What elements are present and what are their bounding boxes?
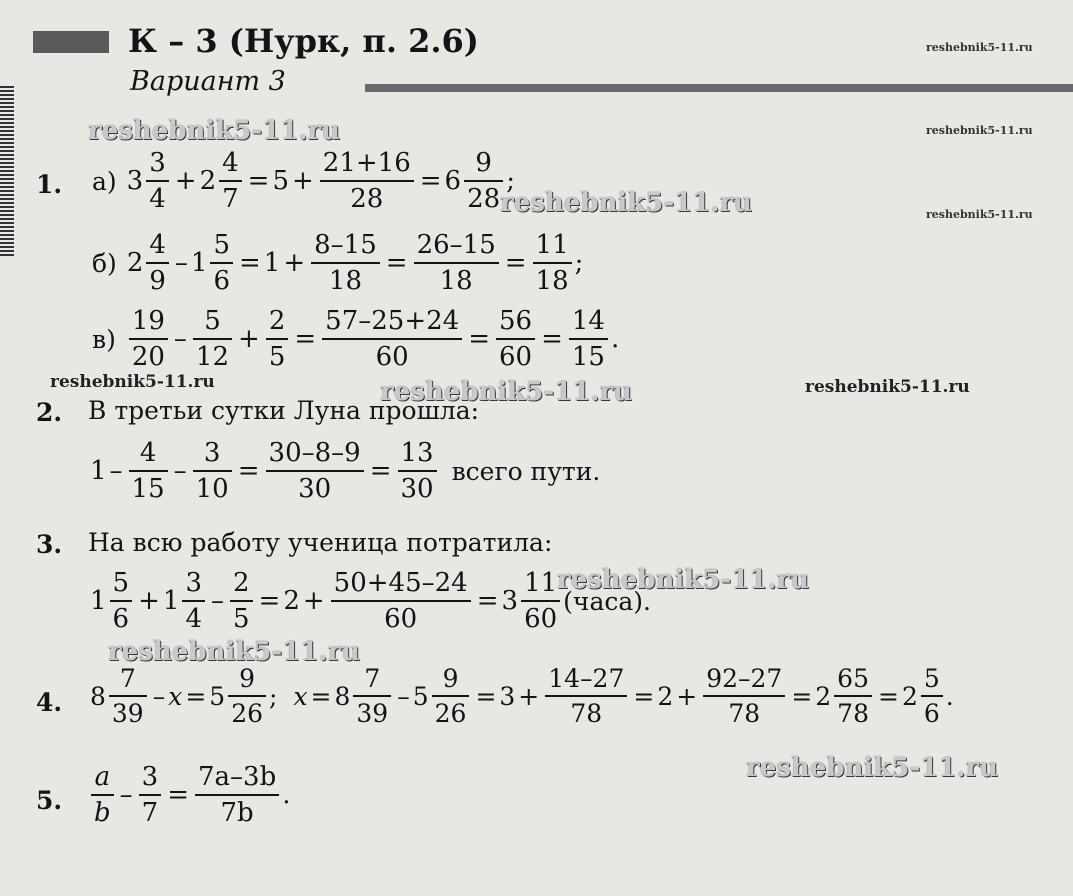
item-label: в) [92,324,116,354]
fraction: $\frac{3}{7}$ [139,764,162,826]
fraction: $\frac{50+45-24}{60}$ [331,570,471,632]
fraction: $\frac{7a-3b}{7b}$ [195,764,279,826]
fraction: $\frac{3}{4}$ [146,150,169,212]
item-label: б) [92,248,117,278]
watermark: reshebnik5-11.ru [50,372,215,392]
watermark: reshebnik5-11.ru [88,116,341,146]
watermark: reshebnik5-11.ru [108,637,361,667]
fraction: $\frac{11}{18}$ [533,232,572,294]
header-rule [365,84,1073,92]
problem-5-number: 5. [36,786,63,815]
fraction: $\frac{8-15}{18}$ [311,232,380,294]
problem-1b-equation: б) 2 $\frac{4}{9}$ – 1 $\frac{5}{6}$ = 1 + $\frac{8-15}{18}$ = $\frac{26-15}{18}$ = $\frac{11}{18}$ ; [92,230,584,296]
problem-3-equation: 1 $\frac{5}{6}$ + 1 $\frac{3}{4}$ – $\frac{2}{5}$ = 2 + $\frac{50+45-24}{60}$ = 3 $\frac{11}{60}$ (часа). [90,568,651,634]
item-label: а) [92,166,117,196]
fraction: $\frac{5}{12}$ [193,308,232,370]
problem-3-text: На всю работу ученица потратила: [88,528,553,557]
fraction: $\frac{19}{20}$ [129,308,168,370]
fraction: $\frac{21+16}{28}$ [320,150,414,212]
watermark: reshebnik5-11.ru [380,377,633,407]
problem-1-number: 1. [36,170,63,199]
watermark: reshebnik5-11.ru [926,41,1033,54]
fraction: $\frac{92-27}{78}$ [703,666,785,726]
fraction: $\frac{14}{15}$ [569,308,608,370]
variant-label: Вариант 3 [130,66,286,97]
fraction: $\frac{9}{28}$ [464,150,503,212]
fraction: $\frac{26-15}{18}$ [414,232,499,294]
problem-2-equation: 1 – $\frac{4}{15}$ – $\frac{3}{10}$ = $\frac{30-8-9}{30}$ = $\frac{13}{30}$ всего пути. [90,438,601,504]
problem-4-number: 4. [36,688,63,717]
fraction: $\frac{5}{6}$ [210,232,233,294]
problem-4-equation: 8 $\frac{7}{39}$ – x = 5 $\frac{9}{26}$ ; x = 8 $\frac{7}{39}$ – 5 $\frac{9}{26}$ = 3 + $\frac{14-27}{78}$ = 2 + $\frac{92-27}{78}$ = 2 $\frac{65}{78}$ = 2 $\frac{5}{6}$ . [90,664,954,728]
fraction: $\frac{14-27}{78}$ [545,666,627,726]
fraction: $\frac{7}{39}$ [353,666,391,726]
problem-2-text: В третьи сутки Луна прошла: [88,396,480,425]
fraction: $\frac{a}{b}$ [91,764,114,826]
watermark: reshebnik5-11.ru [557,565,810,595]
watermark: reshebnik5-11.ru [500,188,753,218]
fraction: $\frac{30-8-9}{30}$ [266,440,364,502]
problem-1c-equation: в) $\frac{19}{20}$ – $\frac{5}{12}$ + $\frac{2}{5}$ = $\frac{57-25+24}{60}$ = $\frac{56}{60}$ = $\frac{14}{15}$ . [92,306,620,372]
fraction: $\frac{5}{6}$ [921,666,943,726]
problem-5-equation: $\frac{a}{b}$ – $\frac{3}{7}$ = $\frac{7a-3b}{7b}$ . [88,764,291,826]
whole-part: 3 [126,166,144,196]
fraction: $\frac{65}{78}$ [834,666,872,726]
problem-1a-equation: а) 3 $\frac{3}{4}$ + 2 $\frac{4}{7}$ = 5 + $\frac{21+16}{28}$ = 6 $\frac{9}{28}$ ; [92,148,515,214]
fraction: $\frac{56}{60}$ [496,308,535,370]
fraction: $\frac{57-25+24}{60}$ [322,308,462,370]
watermark: reshebnik5-11.ru [805,377,970,397]
problem-2-number: 2. [36,398,63,427]
problem-3-number: 3. [36,530,63,559]
fraction: $\frac{4}{7}$ [219,150,242,212]
fraction: $\frac{2}{5}$ [266,308,289,370]
fraction: $\frac{2}{5}$ [230,570,253,632]
fraction: $\frac{5}{6}$ [110,570,133,632]
watermark: reshebnik5-11.ru [746,753,999,783]
fraction: $\frac{7}{39}$ [109,666,147,726]
fraction: $\frac{11}{60}$ [521,570,560,632]
margin-binding-marks [0,86,14,256]
fraction: $\frac{9}{26}$ [228,666,266,726]
fraction: $\frac{9}{26}$ [432,666,470,726]
header-marker-block [33,31,109,53]
fraction: $\frac{4}{9}$ [146,232,169,294]
fraction: $\frac{3}{10}$ [193,440,232,502]
fraction: $\frac{3}{4}$ [182,570,205,632]
watermark: reshebnik5-11.ru [926,124,1033,137]
fraction: $\frac{4}{15}$ [129,440,168,502]
watermark: reshebnik5-11.ru [926,208,1033,221]
page-title: К – 3 (Нурк, п. 2.6) [128,22,479,60]
fraction: $\frac{13}{30}$ [398,440,437,502]
